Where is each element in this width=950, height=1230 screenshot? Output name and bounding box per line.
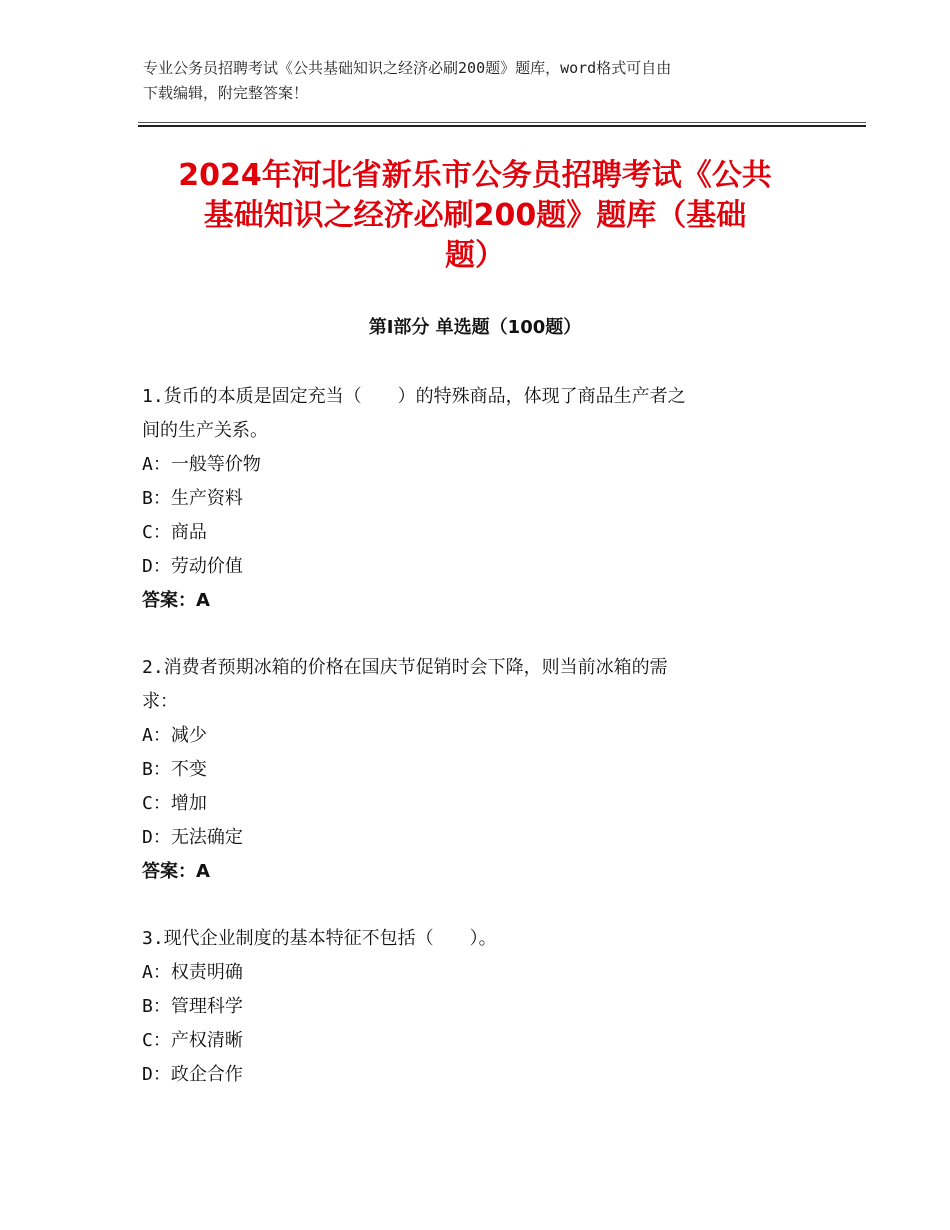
- question-stem: 2.消费者预期冰箱的价格在国庆节促销时会下降，则当前冰箱的需: [142, 657, 668, 678]
- question-1: [142, 380, 802, 618]
- question-3: [142, 922, 802, 1092]
- header-note-line: 下载编辑，附完整答案！: [143, 84, 309, 102]
- title-line: 基础知识之经济必刷200题》题库（基础: [203, 198, 747, 233]
- title-line: 2024年河北省新乐市公务员招聘考试《公共: [178, 158, 772, 193]
- question-stem: 3.现代企业制度的基本特征不包括（ ）。: [142, 928, 497, 949]
- option-b: B：管理科学: [142, 996, 243, 1017]
- question-list: [142, 380, 802, 1125]
- option-a: A：权责明确: [142, 962, 243, 983]
- option-b: B：生产资料: [142, 488, 243, 509]
- section-title: 第Ⅰ部分 单选题（100题）: [368, 317, 582, 338]
- document-title: [120, 156, 830, 276]
- header-divider: [138, 122, 866, 127]
- answer: 答案：A: [142, 590, 210, 611]
- option-d: D：无法确定: [142, 827, 243, 848]
- header-note: [143, 56, 823, 106]
- option-c: C：商品: [142, 522, 207, 543]
- option-d: D：政企合作: [142, 1064, 243, 1085]
- question-stem: 求：: [142, 691, 178, 712]
- option-b: B：不变: [142, 759, 207, 780]
- question-2: [142, 651, 802, 889]
- header-note-line: 专业公务员招聘考试《公共基础知识之经济必刷200题》题库，word格式可自由: [143, 59, 672, 77]
- option-c: C：增加: [142, 793, 207, 814]
- answer: 答案：A: [142, 861, 210, 882]
- option-c: C：产权清晰: [142, 1030, 243, 1051]
- title-line: 题）: [445, 238, 505, 273]
- question-stem: 1.货币的本质是固定充当（ ）的特殊商品，体现了商品生产者之: [142, 386, 686, 407]
- option-d: D：劳动价值: [142, 556, 243, 577]
- question-stem: 间的生产关系。: [142, 420, 268, 441]
- option-a: A：减少: [142, 725, 207, 746]
- option-a: A：一般等价物: [142, 454, 261, 475]
